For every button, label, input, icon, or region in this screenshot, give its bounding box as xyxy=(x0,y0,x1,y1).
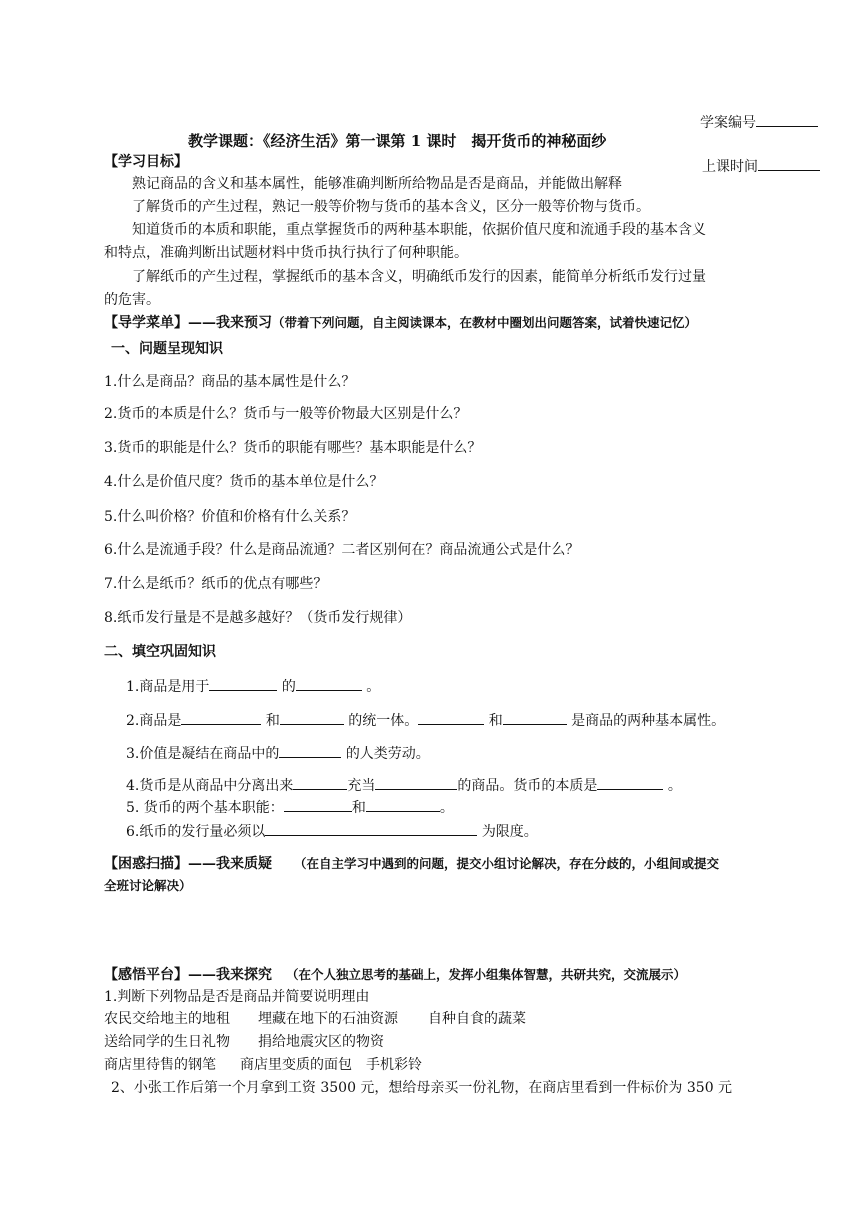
fill-blank[interactable] xyxy=(418,710,484,725)
question-item: 8.纸币发行量是不是越多越好？（货币发行规律） xyxy=(104,610,412,626)
fill-item-1: 1.商品是用于 的 。 xyxy=(126,676,380,696)
item-text: 埋藏在地下的石油资源 xyxy=(258,1011,398,1027)
explore-heading: 【感悟平台】——我来探究 xyxy=(104,967,272,983)
explore-heading-line xyxy=(104,964,686,984)
item-text: 商店里变质的面包 xyxy=(240,1057,352,1073)
objective-line: 了解货币的产生过程，熟记一般等价物与货币的基本含义，区分一般等价物与货币。 xyxy=(132,199,650,215)
fill-item-2: 2.商品是 和 的统一体。 和 是商品的两种基本属性。 xyxy=(126,710,725,730)
explore-question-1: 1.判断下列物品是否是商品并简要说明理由 xyxy=(104,989,370,1005)
doubt-heading-line xyxy=(104,853,719,873)
fill-blank[interactable] xyxy=(296,676,362,691)
item-row xyxy=(104,1054,422,1074)
fill-blank[interactable] xyxy=(181,710,261,725)
objective-line: 的危害。 xyxy=(104,292,160,308)
fill-blank[interactable] xyxy=(375,775,457,790)
fill-blank[interactable] xyxy=(279,743,341,758)
class-time-label: 上课时间 xyxy=(702,156,820,176)
fill-item-5: 5. 货币的两个基本职能： 和 。 xyxy=(126,797,454,817)
objectives-heading: 【学习目标】 xyxy=(104,154,188,170)
objective-line: 了解纸币的产生过程，掌握纸币的基本含义，明确纸币发行的因素，能简单分析纸币发行过量 xyxy=(132,269,706,285)
class-time-blank xyxy=(758,156,820,171)
doubt-heading: 【困惑扫描】——我来质疑 xyxy=(104,856,272,872)
objective-line: 熟记商品的含义和基本属性，能够准确判断所给物品是否是商品，并能做出解释 xyxy=(132,176,622,192)
objective-line: 和特点，准确判断出试题材料中货币执行执行了何种职能。 xyxy=(104,245,468,261)
question-item: 7.什么是纸币？纸币的优点有哪些？ xyxy=(104,576,328,592)
fill-blank[interactable] xyxy=(597,775,663,790)
fill-item-4: 4.货币是从商品中分离出来 充当 的商品。货币的本质是 。 xyxy=(126,775,682,795)
case-number-label: 学案编号 xyxy=(700,112,818,132)
question-item: 1.什么是商品？商品的基本属性是什么？ xyxy=(104,374,356,390)
item-text: 农民交给地主的地租 xyxy=(104,1011,230,1027)
explore-note: （在个人独立思考的基础上，发挥小组集体智慧，共研共究，交流展示） xyxy=(286,967,687,982)
objective-line: 知道货币的本质和职能，重点掌握货币的两种基本职能，依据价值尺度和流通手段的基本含义 xyxy=(132,222,706,238)
item-text: 商店里待售的钢笔 xyxy=(104,1057,216,1073)
guide-heading: 【导学菜单】——我来预习 xyxy=(104,315,272,331)
item-row xyxy=(104,1008,526,1028)
section-title: 一、问题呈现知识 xyxy=(111,341,223,357)
case-number-blank xyxy=(756,112,818,127)
item-text: 自种自食的蔬菜 xyxy=(428,1011,526,1027)
fill-blank[interactable] xyxy=(366,797,440,812)
doubt-note: （在自主学习中遇到的问题，提交小组讨论解决，存在分歧的，小组间或提交 xyxy=(294,856,720,871)
fill-blank[interactable] xyxy=(209,676,277,691)
fill-blank[interactable] xyxy=(293,775,347,790)
question-item: 4.什么是价值尺度？货币的基本单位是什么？ xyxy=(104,474,384,490)
question-item: 5.什么叫价格？价值和价格有什么关系？ xyxy=(104,509,356,525)
item-text: 送给同学的生日礼物 xyxy=(104,1034,230,1050)
fill-blank[interactable] xyxy=(503,710,567,725)
item-text: 捐给地震灾区的物资 xyxy=(258,1034,384,1050)
fill-blank[interactable] xyxy=(280,710,344,725)
question-item: 3.货币的职能是什么？货币的职能有哪些？基本职能是什么？ xyxy=(104,440,482,456)
fill-item-3: 3.价值是凝结在商品中的 的人类劳动。 xyxy=(126,743,430,763)
question-item: 2.货币的本质是什么？货币与一般等价物最大区别是什么？ xyxy=(104,406,468,422)
page-title: 教学课题：《经济生活》第一课第 1 课时 揭开货币的神秘面纱 xyxy=(188,132,607,150)
item-text: 手机彩铃 xyxy=(366,1057,422,1073)
doubt-note-cont: 全班讨论解决） xyxy=(104,878,192,893)
explore-question-2: 2、小张工作后第一个月拿到工资 3500 元，想给母亲买一份礼物，在商店里看到一件标价为 350 元 xyxy=(111,1080,733,1096)
question-item: 6.什么是流通手段？什么是商品流通？二者区别何在？商品流通公式是什么？ xyxy=(104,542,580,558)
fill-blank[interactable] xyxy=(265,821,477,836)
section-title: 二、填空巩固知识 xyxy=(104,644,216,660)
guide-note: （带着下列问题，自主阅读课本，在教材中圈划出问题答案，试着快速记忆） xyxy=(272,315,698,330)
fill-item-6: 6.纸币的发行量必须以 为限度。 xyxy=(126,821,538,841)
guide-heading-line xyxy=(104,312,697,332)
item-row xyxy=(104,1031,384,1051)
fill-blank[interactable] xyxy=(284,797,352,812)
